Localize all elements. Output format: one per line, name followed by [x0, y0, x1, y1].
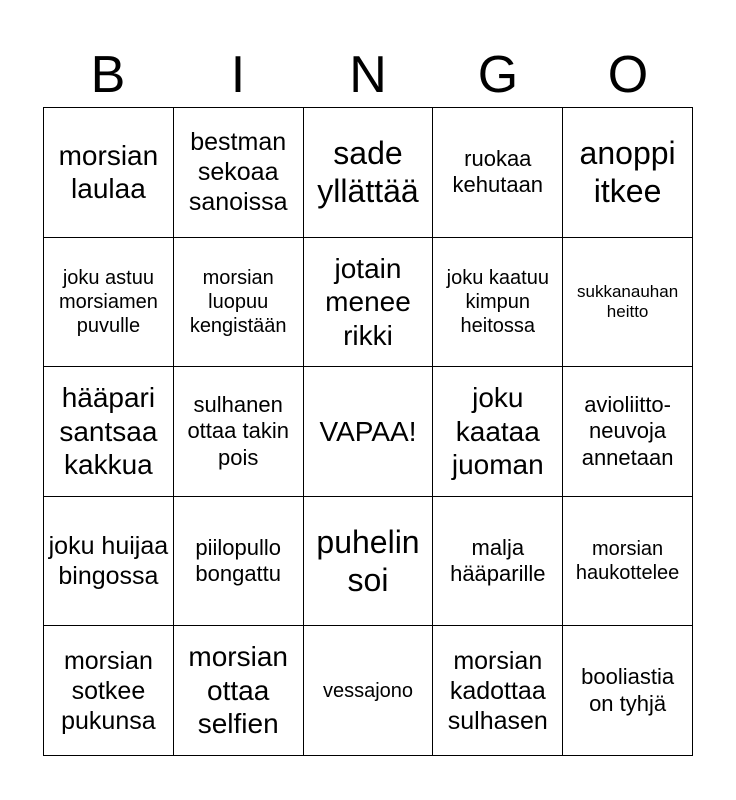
- header-letter-o: O: [607, 46, 649, 104]
- bingo-cell-r3-c2[interactable]: sulhanen ottaa takin pois: [174, 367, 304, 497]
- bingo-cell-r4-c2[interactable]: piilopullo bongattu: [174, 497, 304, 627]
- bingo-cell-r5-c5[interactable]: booliastia on tyhjä: [563, 626, 693, 756]
- bingo-cell-r4-c1[interactable]: joku huijaa bingossa: [44, 497, 174, 627]
- bingo-cell-r3-c3-free[interactable]: VAPAA!: [304, 367, 434, 497]
- bingo-cell-r2-c1[interactable]: joku astuu morsiamen puvulle: [44, 238, 174, 368]
- header-letter-n: N: [349, 46, 387, 104]
- bingo-cell-r1-c5[interactable]: anoppi itkee: [563, 108, 693, 238]
- bingo-cell-r1-c1[interactable]: morsian laulaa: [44, 108, 174, 238]
- bingo-cell-r5-c2[interactable]: morsian ottaa selfien: [174, 626, 304, 756]
- header-letter-b: B: [90, 46, 126, 104]
- bingo-card-grid: [43, 107, 693, 756]
- bingo-cell-r3-c1[interactable]: hääpari santsaa kakkua: [44, 367, 174, 497]
- header-letter-g: G: [477, 46, 519, 104]
- bingo-cell-r2-c2[interactable]: morsian luopuu kengistään: [174, 238, 304, 368]
- bingo-cell-r4-c4[interactable]: malja hääparille: [433, 497, 563, 627]
- bingo-cell-r2-c4[interactable]: joku kaatuu kimpun heitossa: [433, 238, 563, 368]
- bingo-cell-r2-c5[interactable]: sukkanauhan heitto: [563, 238, 693, 368]
- bingo-cell-r2-c3[interactable]: jotain menee rikki: [304, 238, 434, 368]
- bingo-header: [43, 44, 693, 106]
- bingo-cell-r4-c3[interactable]: puhelin soi: [304, 497, 434, 627]
- bingo-cell-r3-c5[interactable]: avioliitto-neuvoja annetaan: [563, 367, 693, 497]
- bingo-cell-r1-c2[interactable]: bestman sekoaa sanoissa: [174, 108, 304, 238]
- bingo-cell-r1-c3[interactable]: sade yllättää: [304, 108, 434, 238]
- bingo-cell-r1-c4[interactable]: ruokaa kehutaan: [433, 108, 563, 238]
- bingo-cell-r5-c3[interactable]: vessajono: [304, 626, 434, 756]
- bingo-cell-r5-c1[interactable]: morsian sotkee pukunsa: [44, 626, 174, 756]
- bingo-cell-r4-c5[interactable]: morsian haukottelee: [563, 497, 693, 627]
- header-letter-i: I: [230, 46, 246, 104]
- bingo-cell-r5-c4[interactable]: morsian kadottaa sulhasen: [433, 626, 563, 756]
- bingo-cell-r3-c4[interactable]: joku kaataa juoman: [433, 367, 563, 497]
